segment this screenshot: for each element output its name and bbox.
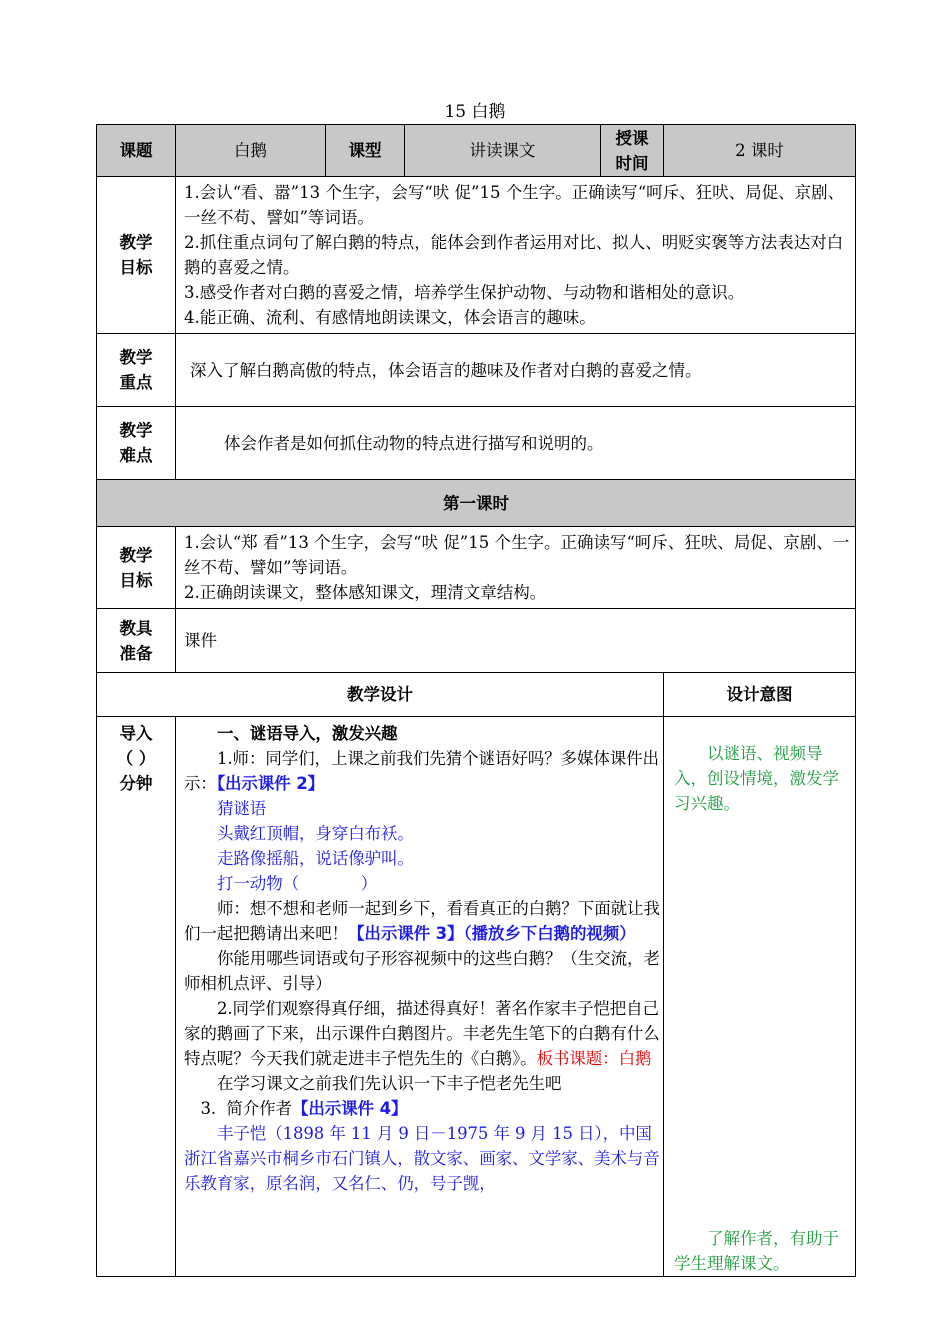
topic-label: 课题 <box>97 125 176 177</box>
tools-label-line2: 准备 <box>119 643 153 663</box>
design-content-row <box>97 717 856 1277</box>
author-bio: 丰子恺（1898 年 11 月 9 日－1975 年 9 月 15 日），中国浙江省嘉兴市桐乡市石门镇人，散文家、画家、文学家、美术与音乐教育家，原名润，又名仁、仍，号子觊， <box>184 1124 660 1193</box>
lesson1-goals-row <box>97 527 856 609</box>
focus-label <box>97 334 176 407</box>
hours-value: 2 课时 <box>664 125 856 177</box>
riddle-line: 头戴红顶帽，身穿白布袄。 <box>217 824 414 843</box>
topic-value: 白鹅 <box>176 125 326 177</box>
paragraph-4-text: 2.同学们观察得真仔细，描述得真好！著名作家丰子恺把自己家的鹅画了下来，出示课件白鹅图片。丰老先生笔下的白鹅有什么特点呢？今天我们就走进丰子恺先生的《白鹅》。 <box>184 999 660 1068</box>
type-value: 讲读课文 <box>405 125 601 177</box>
lesson1-goal-item: 2.正确朗读课文，整体感知课文，理清文章结构。 <box>184 583 547 602</box>
riddle-line: 打一动物（ ） <box>217 874 378 893</box>
focus-text: 深入了解白鹅高傲的特点，体会语言的趣味及作者对白鹅的喜爱之情。 <box>176 334 856 407</box>
goal-item: 2.抓住重点词句了解白鹅的特点，能体会到作者运用对比、拟人、明贬实褒等方法表达对白鹅的喜爱之情。 <box>184 233 844 277</box>
tools-label <box>97 609 176 673</box>
paragraph-1-text: 1.师：同学们，上课之前我们先猜个谜语好吗？多媒体课件出示： <box>184 749 659 793</box>
intent-2: 了解作者，有助于学生理解课文。 <box>674 1229 839 1273</box>
goal-item: 4.能正确、流利、有感情地朗读课文，体会语言的趣味。 <box>184 308 596 327</box>
design-header-left: 教学设计 <box>97 673 664 717</box>
paragraph-2 <box>184 896 661 946</box>
design-intent <box>664 717 856 1277</box>
goals-content <box>176 177 856 334</box>
difficulty-row <box>97 407 856 480</box>
lesson1-goal-item: 1.会认“郑 看”13 个生字，会写“吠 促”15 个生字。正确读写“呵斥、狂吠、局促、京剧、一丝不苟、譬如”等词语。 <box>184 533 850 577</box>
board-title-note: 板书课题：白鹅 <box>536 1049 652 1068</box>
hours-label <box>601 125 664 177</box>
focus-row <box>97 334 856 407</box>
tools-row <box>97 609 856 673</box>
paragraph-4 <box>184 996 661 1071</box>
intro-label-line3: 分钟 <box>119 774 153 793</box>
goals-row <box>97 177 856 334</box>
intent-1: 以谜语、视频导入，创设情境，激发学习兴趣。 <box>674 744 839 813</box>
difficulty-text: 体会作者是如何抓住动物的特点进行描写和说明的。 <box>176 407 856 480</box>
hours-label-line1: 授课 <box>615 128 649 148</box>
lesson1-heading: 第一课时 <box>97 480 856 527</box>
goal-item: 1.会认“看、嚣”13 个生字，会写“吠 促”15 个生字。正确读写“呵斥、狂吠、局促、京剧、一丝不苟、譬如”等词语。 <box>184 183 845 227</box>
header-row <box>97 125 856 177</box>
goal-item: 3.感受作者对白鹅的喜爱之情，培养学生保护动物、与动物和谐相处的意识。 <box>184 283 745 302</box>
intro-label <box>97 717 176 1277</box>
author-intro-label: 3. 简介作者 <box>200 1099 292 1118</box>
paragraph-6 <box>184 1096 661 1121</box>
lesson1-goals-label <box>97 527 176 609</box>
section-title: 一、谜语导入，激发兴趣 <box>217 724 398 743</box>
paragraph-5: 在学习课文之前我们先认识一下丰子恺老先生吧 <box>217 1074 562 1093</box>
lesson-plan-table <box>96 124 856 1277</box>
hours-label-line2: 时间 <box>615 153 649 173</box>
design-header-right: 设计意图 <box>664 673 856 717</box>
goals-label <box>97 177 176 334</box>
courseware-ref-4: 【出示课件 4】 <box>291 1099 408 1118</box>
goals-label-line2: 目标 <box>119 258 153 277</box>
design-header-row <box>97 673 856 717</box>
paragraph-2-text: 师：想不想和老师一起到乡下，看看真正的白鹅？下面就让我们一起把鹅请出来吧！ <box>184 899 660 943</box>
courseware-ref-3: 【出示课件 3】（播放乡下白鹅的视频） <box>348 924 636 943</box>
intro-label-minutes-blank: （ ） <box>116 749 156 768</box>
courseware-ref-2: 【出示课件 2】 <box>216 774 324 793</box>
lesson1-heading-row <box>97 480 856 527</box>
difficulty-label <box>97 407 176 480</box>
paragraph-3: 你能用哪些词语或句子形容视频中的这些白鹅？（生交流，老师相机点评、引导） <box>184 949 660 993</box>
lesson1-goals-content <box>176 527 856 609</box>
intro-label-line1: 导入 <box>119 724 153 743</box>
lesson1-goals-label-line2: 目标 <box>119 570 153 590</box>
focus-label-line2: 重点 <box>119 373 153 392</box>
tools-text: 课件 <box>176 609 856 673</box>
riddle-line: 猜谜语 <box>217 799 267 818</box>
type-label: 课型 <box>326 125 405 177</box>
goals-label-line1: 教学 <box>119 233 153 252</box>
difficulty-label-line2: 难点 <box>119 446 153 465</box>
focus-label-line1: 教学 <box>119 348 153 367</box>
paragraph-1 <box>184 746 661 796</box>
riddle-line: 走路像摇船，说话像驴叫。 <box>217 849 414 868</box>
document-title: 15 白鹅 <box>444 102 506 122</box>
difficulty-label-line1: 教学 <box>119 421 153 440</box>
lesson1-goals-label-line1: 教学 <box>119 545 153 565</box>
tools-label-line1: 教具 <box>119 618 153 638</box>
design-body <box>176 717 664 1277</box>
